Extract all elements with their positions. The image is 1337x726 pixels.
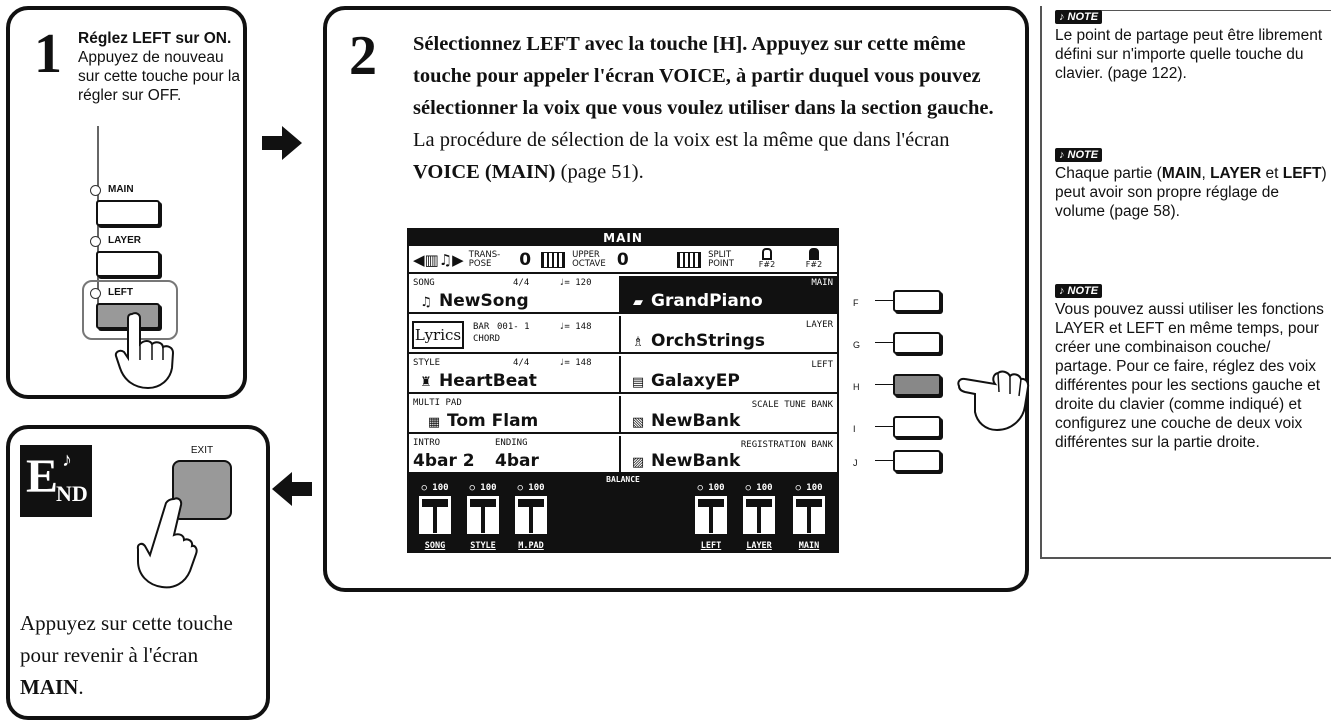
fader-icon: [419, 496, 451, 534]
lyrics-button[interactable]: Lyrics: [412, 321, 464, 349]
note-2-b1: MAIN: [1161, 165, 1202, 182]
song-label: SONG: [413, 278, 435, 288]
fader-value: ○ 100: [517, 483, 545, 493]
scale-tune-bank: [629, 411, 740, 431]
split-marker-icon: [762, 248, 772, 260]
keyboard-note-icon: ◀▥♫▶: [413, 250, 464, 269]
main-voice: [629, 291, 763, 311]
step-1-text: [78, 29, 246, 105]
fader-layer-value: 100: [756, 483, 773, 493]
fader-layer[interactable]: [737, 483, 781, 551]
note-tag-text: NOTE: [1067, 285, 1099, 297]
fader-main-name: MAIN: [798, 541, 820, 551]
fader-icon: [793, 496, 825, 534]
fader-value: ○ 100: [421, 483, 449, 493]
note-2-t2: ,: [1201, 165, 1211, 182]
transpose-value: 0: [519, 249, 532, 270]
end-panel: [6, 425, 270, 720]
registration-icon: ▨: [631, 455, 645, 470]
upper-octave-label: UPPER OCTAVE: [572, 249, 606, 269]
fader-value: ○ 100: [469, 483, 497, 493]
fader-mpad-name: M.PAD: [518, 541, 544, 551]
fader-icon: [695, 496, 727, 534]
side-button-g[interactable]: [875, 330, 945, 358]
style-meter: 4/4: [513, 358, 530, 368]
main-button-label: MAIN: [108, 184, 134, 195]
step-2-text-end: (page 51).: [555, 161, 644, 183]
split-point-label: SPLIT POINT: [708, 249, 734, 269]
note-tag: [1055, 284, 1102, 298]
multipad-label: MULTI PAD: [413, 398, 462, 408]
main-voice-label: MAIN: [811, 278, 833, 288]
intro-label: INTRO: [413, 438, 441, 448]
music-note-icon: ♪: [62, 449, 72, 471]
left-voice-label: LEFT: [811, 360, 833, 370]
connector-line: [875, 384, 893, 385]
bar-label: BAR: [473, 322, 490, 332]
side-button-j[interactable]: [875, 448, 945, 476]
transpose-label: TRANS- POSE: [468, 249, 501, 269]
step-2-text-bold: Sélectionnez LEFT avec la touche [H]. Appuyez sur cette même touche pour appeler l'écran VOICE, à partir duquel vous pouvez sélectionner la voix que vous voulez utiliser dans la section gauche.: [413, 33, 994, 119]
pointing-hand-icon: [126, 495, 198, 591]
lcd-song-cell[interactable]: [409, 276, 621, 314]
note-icon: ♪: [1059, 149, 1065, 161]
split-note-1-value: F#2: [758, 260, 776, 269]
button-key: [893, 332, 941, 354]
side-label-h: H: [853, 382, 860, 392]
multipad-name: [425, 411, 538, 431]
lcd-title: MAIN: [409, 230, 837, 246]
fader-icon: [467, 496, 499, 534]
step-2-text-rest: La procédure de sélection de la voix est la même que dans l'écran: [413, 129, 950, 151]
lcd-screen: [407, 228, 839, 553]
fader-main[interactable]: [787, 483, 831, 551]
scale-tune-icon: ▧: [631, 415, 645, 430]
note-icon: ♪: [1059, 11, 1065, 23]
end-text-1: Appuyez sur cette touche pour revenir à l'écran: [20, 611, 233, 667]
note-2: [1055, 144, 1327, 221]
scale-tune-value: NewBank: [651, 411, 741, 431]
left-button-label: LEFT: [108, 287, 133, 298]
keyboard-icon: [677, 252, 701, 268]
style-name-text: HeartBeat: [439, 371, 537, 391]
step-number: 2: [349, 25, 377, 87]
upper-octave-readout[interactable]: [541, 249, 629, 270]
registration-value: NewBank: [651, 451, 741, 471]
fader-mpad[interactable]: [509, 483, 553, 551]
note-2-t3: et: [1261, 165, 1283, 182]
note-tag-text: NOTE: [1067, 11, 1099, 23]
step-2-text: [413, 28, 1013, 188]
step-2-panel: [323, 6, 1029, 592]
lcd-intro-ending-cell[interactable]: [409, 436, 621, 474]
layer-voice-label: LAYER: [805, 320, 833, 330]
note-tag: [1055, 10, 1102, 24]
exit-label: EXIT: [190, 445, 214, 456]
note-1-text: Le point de partage peut être librement défini sur n'importe quelle touche du clavier. (page 122).: [1055, 27, 1323, 82]
button-key: [893, 416, 941, 438]
side-label-g: G: [853, 340, 861, 350]
music-note-icon: ♫: [420, 295, 432, 310]
side-label-f: F: [853, 298, 859, 308]
fader-value: ○ 100: [745, 483, 773, 493]
lcd-top-bar: [409, 246, 837, 274]
button-key: [893, 450, 941, 472]
led-icon: [90, 236, 101, 247]
connector-line: [875, 460, 893, 461]
fader-layer-name: LAYER: [746, 541, 772, 551]
side-button-i[interactable]: [875, 414, 945, 442]
led-icon: [90, 288, 101, 299]
lcd-multipad-cell[interactable]: [409, 396, 621, 434]
bar-value: 001- 1: [497, 322, 530, 332]
pointing-hand-icon: [955, 368, 1031, 438]
note-tag: [1055, 148, 1102, 162]
connector-line: [875, 300, 893, 301]
note-3: [1055, 280, 1327, 452]
lcd-scale-tune-cell[interactable]: [621, 396, 837, 434]
balance-section: [409, 474, 837, 553]
split-point-readout[interactable]: [677, 249, 734, 269]
fader-song-value: 100: [432, 483, 449, 493]
fader-left-value: 100: [708, 483, 725, 493]
strings-icon: ♗: [632, 335, 644, 350]
fader-icon: [743, 496, 775, 534]
note-2-text: [1055, 164, 1327, 221]
lcd-main-voice-cell[interactable]: [621, 276, 837, 314]
lcd-layer-voice-cell[interactable]: [621, 316, 837, 354]
pointing-hand-icon: [110, 310, 180, 390]
note-2-b2: LAYER: [1210, 165, 1262, 182]
multipad-icon: ▦: [427, 415, 441, 430]
layer-voice: [629, 331, 765, 351]
layer-voice-text: OrchStrings: [651, 331, 765, 351]
end-text-2: .: [78, 675, 84, 699]
note-2-b3: LEFT: [1282, 165, 1322, 182]
drum-icon: ♜: [420, 375, 432, 390]
piano-icon: ▰: [633, 295, 643, 310]
fader-mpad-value: 100: [528, 483, 545, 493]
fader-style-value: 100: [480, 483, 497, 493]
step-number: 1: [34, 23, 62, 85]
left-voice: [629, 371, 740, 391]
style-name: [417, 371, 537, 391]
fader-value: ○ 100: [795, 483, 823, 493]
end-text-bold: MAIN: [20, 675, 79, 699]
scale-tune-label: SCALE TUNE BANK: [751, 400, 833, 410]
fader-left-name: LEFT: [700, 541, 722, 551]
electric-piano-icon: ▤: [631, 375, 645, 390]
registration-label: REGISTRATION BANK: [740, 440, 833, 450]
note-1: [1055, 6, 1327, 83]
lcd-left-voice-cell[interactable]: [621, 356, 837, 394]
side-button-f[interactable]: [875, 288, 945, 316]
end-logo-nd: ND: [56, 481, 88, 506]
intro-value: 4bar 2: [413, 451, 475, 471]
layer-key: [96, 251, 160, 277]
step-1-panel: [6, 6, 247, 399]
main-button[interactable]: [90, 184, 170, 230]
lcd-registration-cell[interactable]: [621, 436, 837, 474]
lcd-lyrics-cell[interactable]: [409, 316, 621, 354]
left-arrow-icon: [272, 472, 312, 506]
song-name: [417, 291, 529, 311]
side-button-h[interactable]: [875, 372, 945, 400]
fader-main-value: 100: [806, 483, 823, 493]
main-key: [96, 200, 160, 226]
end-logo: [20, 445, 92, 517]
led-icon: [90, 185, 101, 196]
fader-icon: [515, 496, 547, 534]
notes-column: [1040, 6, 1331, 559]
song-tempo: ♩= 120: [559, 278, 592, 288]
ending-label: ENDING: [495, 438, 528, 448]
song-meter: 4/4: [513, 278, 530, 288]
split-note-2-value: F#2: [805, 260, 823, 269]
lcd-style-cell[interactable]: [409, 356, 621, 394]
button-key: [893, 290, 941, 312]
fader-song-name: SONG: [424, 541, 446, 551]
end-text: [20, 607, 265, 703]
style-label: STYLE: [413, 358, 441, 368]
fader-left[interactable]: [689, 483, 733, 551]
song-name-text: NewSong: [439, 291, 529, 311]
bar-tempo: ♩= 148: [559, 322, 592, 332]
side-label-j: J: [853, 458, 858, 468]
keyboard-icon: [541, 252, 565, 268]
split-note-2: [804, 248, 824, 269]
fader-song[interactable]: [413, 483, 457, 551]
split-marker-icon: [809, 248, 819, 260]
upper-octave-value: 0: [616, 249, 629, 270]
note-2-t1: Chaque partie (: [1055, 165, 1162, 182]
style-tempo: ♩= 148: [559, 358, 592, 368]
registration-bank: [629, 451, 740, 471]
note-3-text: Vous pouvez aussi utiliser les fonctions LAYER et LEFT en même temps, pour créer une combinaison couche/ partage. Pour ce faire, réglez des voix différentes pour les sections gauche et droite du clavier (comme indiqué) et configurez une couche de deux voix différentes sur la partie droite.: [1055, 301, 1324, 451]
end-logo-e: E: [26, 450, 59, 503]
main-voice-text: GrandPiano: [651, 291, 763, 311]
ending-value: 4bar: [495, 451, 539, 471]
side-label-i: I: [853, 424, 856, 434]
step-1-text-rest: Appuyez de nouveau sur cette touche pour la régler sur OFF.: [78, 49, 240, 104]
split-note-1: [757, 248, 777, 269]
note-2-t4: ) peut avoir son propre réglage de volume (page 58).: [1055, 165, 1327, 220]
step-2-text-bold-2: VOICE (MAIN): [413, 161, 556, 183]
transpose-readout[interactable]: [413, 249, 531, 270]
fader-style-name: STYLE: [470, 541, 496, 551]
layer-button[interactable]: [90, 235, 170, 281]
step-1-text-bold: Réglez LEFT sur ON.: [78, 30, 232, 47]
note-icon: ♪: [1059, 285, 1065, 297]
note-tag-text: NOTE: [1067, 149, 1099, 161]
right-arrow-icon: [262, 126, 302, 160]
fader-value: ○ 100: [697, 483, 725, 493]
layer-button-label: LAYER: [108, 235, 141, 246]
chord-label: CHORD: [473, 334, 501, 344]
connector-line: [875, 426, 893, 427]
connector-line: [875, 342, 893, 343]
left-voice-text: GalaxyEP: [651, 371, 740, 391]
fader-style[interactable]: [461, 483, 505, 551]
multipad-name-text: Tom Flam: [447, 411, 539, 431]
balance-title: BALANCE: [606, 475, 640, 484]
button-key: [893, 374, 941, 396]
